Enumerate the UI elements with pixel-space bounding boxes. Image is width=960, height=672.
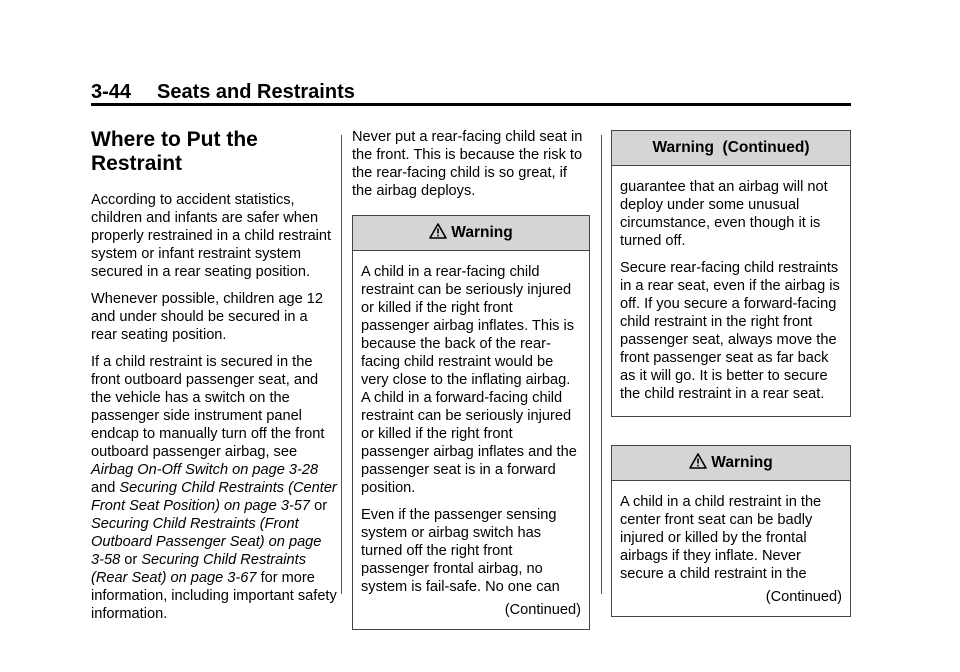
page-number: 3-44 xyxy=(91,81,132,103)
warning-continued-body xyxy=(612,166,850,416)
warning-paragraph-1: A child in a rear-facing child restraint can be seriously injured or killed if the right front passenger airbag inflates. This is because the back of the rear-facing child restraint would be very close to the inflating airbag. A child in a forward-facing child restraint can be seriously injured or killed if the right front passenger airbag inflates and the passenger seat is in a forward position. xyxy=(361,264,577,496)
paragraph-intro: Never put a rear-facing child seat in the front. This is because the risk to the rear-facing child is so great, if the airbag deploys. xyxy=(352,129,583,199)
column-1 xyxy=(91,128,337,632)
link-airbag-switch[interactable]: Airbag On-Off Switch on page 3-28 xyxy=(91,462,319,478)
link-rear-seat[interactable]: Securing Child Restraints (Rear Seat) on page 3-67 xyxy=(91,552,306,586)
continued-label-2: (Continued) xyxy=(765,589,842,605)
warning-continued-paragraph-1: guarantee that an airbag will not deploy under some unusual circumstance, even though it is turned off. xyxy=(620,179,828,249)
header-rule xyxy=(91,103,851,106)
warning-box-2 xyxy=(611,445,851,617)
warning-icon xyxy=(689,453,707,469)
warning-body xyxy=(353,251,589,629)
paragraph-statistics: According to accident statistics, children and infants are safer when properly restrained in a child restraint system or infant restraint system secured in a rear seating position. xyxy=(91,192,332,280)
link-center-front-seat[interactable]: Securing Child Restraints (Center Front Seat Position) on page 3-57 xyxy=(91,480,337,514)
warning-continued-paragraph-2: Secure rear-facing child restraints in a rear seat, even if the airbag is off. If you secure a forward-facing child restraint in the right front passenger seat, always move the front passenger seat as far back as it will go. It is better to secure the child restraint in a rear seat. xyxy=(620,260,840,402)
column-divider-2 xyxy=(601,135,602,594)
paragraph-front-seat xyxy=(91,353,337,623)
word-or-2: or xyxy=(124,552,138,568)
link-front-outboard-seat[interactable]: Securing Child Restraints (Front Outboard Passenger Seat) on page 3-58 xyxy=(91,516,322,568)
warning-continued-header: Warning (Continued) xyxy=(612,131,850,166)
section-heading: Where to Put the Restraint xyxy=(91,128,258,175)
continued-label: (Continued) xyxy=(504,602,581,618)
warning-continued-box xyxy=(611,130,851,417)
paragraph-age: Whenever possible, children age 12 and under should be secured in a rear seating position. xyxy=(91,291,324,343)
paragraph-front-seat-text: If a child restraint is secured in the front outboard passenger seat, and the vehicle has a switch on the passenger side instrument panel endcap to manually turn off the front outboard passenger airbag, see xyxy=(91,354,325,460)
column-divider-1 xyxy=(341,135,342,594)
warning-2-paragraph-1: A child in a child restraint in the center front seat can be badly injured or killed by the frontal airbags if they inflate. Never secure a child restraint in the xyxy=(620,494,822,582)
paragraph-front-seat-end: for more information, including important safety information. xyxy=(91,570,337,622)
warning-paragraph-2: Even if the passenger sensing system or airbag switch has turned off the right front passenger frontal airbag, no system is fail-safe. No one can xyxy=(361,507,560,595)
word-and: and xyxy=(91,480,116,496)
section-title: Seats and Restraints xyxy=(157,81,355,103)
warning-header-2 xyxy=(612,446,850,481)
word-or-1: or xyxy=(314,498,328,514)
warning-icon xyxy=(429,223,447,239)
warning-header xyxy=(353,216,589,251)
warning-box xyxy=(352,215,590,630)
column-3 xyxy=(611,130,851,617)
column-2 xyxy=(352,128,590,630)
warning-title-2: Warning xyxy=(711,454,773,471)
warning-title: Warning xyxy=(451,224,513,241)
warning-body-2 xyxy=(612,481,850,616)
